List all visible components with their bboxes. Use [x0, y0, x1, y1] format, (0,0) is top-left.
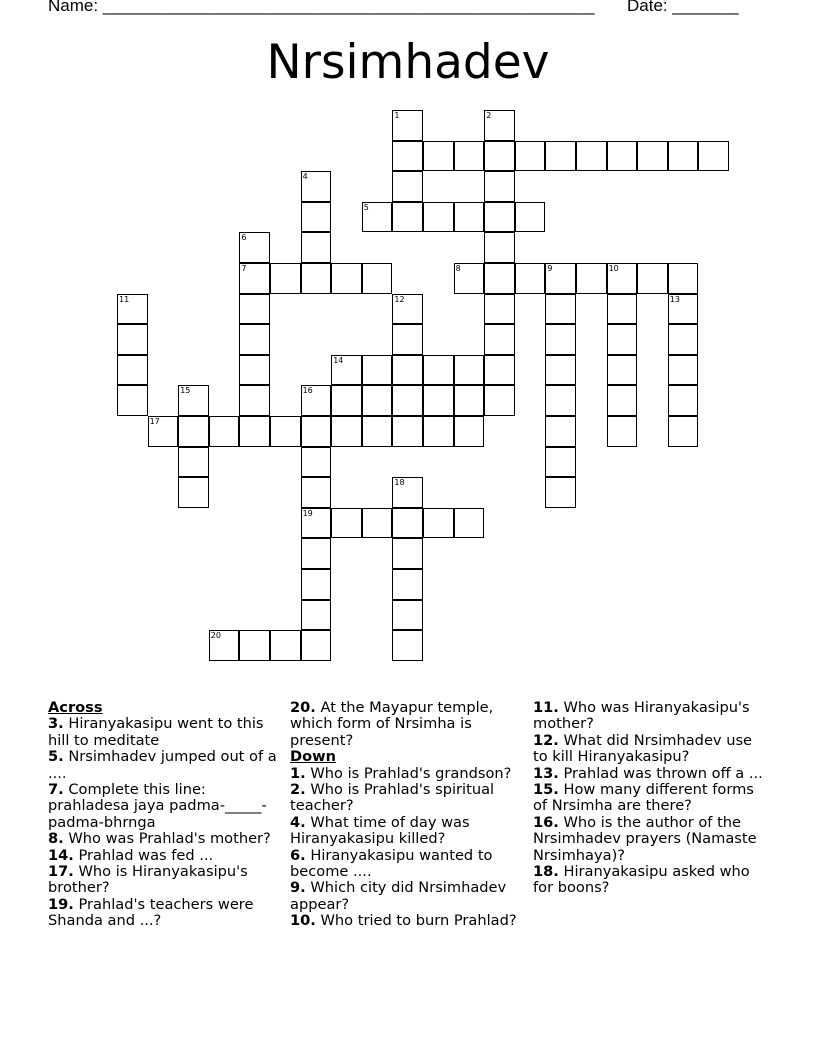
grid-cell[interactable]: [362, 202, 393, 233]
grid-cell[interactable]: [545, 355, 576, 386]
clue-down-13: 13. Prahlad was thrown off a ...: [533, 764, 763, 782]
clues-column-3: [533, 700, 768, 897]
grid-cell[interactable]: [484, 294, 515, 325]
clues-column-1: [48, 700, 280, 930]
grid-cell[interactable]: [545, 324, 576, 355]
grid-cell[interactable]: [454, 416, 485, 447]
grid-cell[interactable]: [239, 232, 270, 263]
clue-down-10: 10. Who tried to burn Prahlad?: [290, 912, 517, 930]
grid-cell[interactable]: [392, 171, 423, 202]
grid-cell[interactable]: [484, 355, 515, 386]
grid-cell[interactable]: [331, 355, 362, 386]
cell-number: 15: [180, 386, 191, 396]
grid-cell[interactable]: [484, 232, 515, 263]
cell-number: 13: [669, 294, 680, 304]
grid-cell[interactable]: [392, 324, 423, 355]
grid-cell[interactable]: [607, 263, 638, 294]
grid-cell[interactable]: [484, 263, 515, 294]
grid-cell[interactable]: [668, 294, 699, 325]
grid-cell[interactable]: [209, 416, 240, 447]
grid-cell[interactable]: [392, 110, 423, 141]
grid-cell[interactable]: [607, 385, 638, 416]
grid-cell[interactable]: [392, 202, 423, 233]
clue-down-11: 11. Who was Hiranyakasipu's mother?: [533, 699, 750, 733]
grid-cell[interactable]: [392, 630, 423, 661]
grid-cell[interactable]: [239, 630, 270, 661]
grid-cell[interactable]: [301, 630, 332, 661]
grid-cell[interactable]: [301, 600, 332, 631]
grid-cell[interactable]: [301, 416, 332, 447]
grid-cell[interactable]: [668, 416, 699, 447]
grid-cell[interactable]: [392, 508, 423, 539]
grid-cell[interactable]: [607, 416, 638, 447]
grid-cell[interactable]: [117, 294, 148, 325]
grid-cell[interactable]: [545, 141, 576, 172]
cell-number: 10: [608, 264, 619, 273]
name-line[interactable]: Name: ____________________________________________________: [48, 0, 595, 15]
grid-cell[interactable]: [484, 141, 515, 172]
grid-cell[interactable]: [301, 477, 332, 508]
grid-cell[interactable]: [423, 141, 454, 172]
cell-number: 18: [394, 478, 405, 488]
clue-down-1: 1. Who is Prahlad's grandson?: [290, 764, 512, 782]
grid-cell[interactable]: [545, 294, 576, 325]
grid-cell[interactable]: [392, 477, 423, 508]
grid-cell[interactable]: [362, 508, 393, 539]
clue-across-17: 17. Who is Hiranyakasipu's brother?: [48, 863, 248, 897]
clue-down-15: 15. How many different forms of Nrsimha are there?: [533, 781, 754, 815]
grid-cell[interactable]: [392, 294, 423, 325]
cell-number: 5: [363, 202, 369, 212]
grid-cell[interactable]: [178, 477, 209, 508]
grid-cell[interactable]: [270, 416, 301, 447]
grid-cell[interactable]: [668, 385, 699, 416]
grid-cell[interactable]: [301, 232, 332, 263]
grid-cell[interactable]: [239, 416, 270, 447]
grid-cell[interactable]: [178, 416, 209, 447]
clues-column-2: [290, 700, 520, 930]
grid-cell[interactable]: [637, 263, 668, 294]
grid-cell[interactable]: [270, 630, 301, 661]
grid-cell[interactable]: [301, 538, 332, 569]
grid-cell[interactable]: [423, 508, 454, 539]
grid-cell[interactable]: [668, 324, 699, 355]
grid-cell[interactable]: [392, 538, 423, 569]
grid-cell[interactable]: [545, 263, 576, 294]
grid-cell[interactable]: [117, 355, 148, 386]
grid-cell[interactable]: [117, 324, 148, 355]
grid-cell[interactable]: [362, 385, 393, 416]
grid-cell[interactable]: [331, 416, 362, 447]
grid-cell[interactable]: [576, 263, 607, 294]
grid-cell[interactable]: [484, 110, 515, 141]
grid-cell[interactable]: [545, 385, 576, 416]
grid-cell[interactable]: [515, 141, 546, 172]
grid-cell[interactable]: [331, 263, 362, 294]
grid-cell[interactable]: [362, 263, 393, 294]
clue-across-20: 20. At the Mayapur temple, which form of Nrsimha is present?: [290, 699, 494, 749]
cell-number: 7: [241, 264, 247, 273]
grid-cell[interactable]: [668, 141, 699, 172]
name-date-header: [48, 0, 768, 20]
grid-cell[interactable]: [484, 324, 515, 355]
grid-cell[interactable]: [239, 355, 270, 386]
cell-number: 1: [394, 111, 400, 120]
grid-cell[interactable]: [454, 385, 485, 416]
grid-cell[interactable]: [301, 385, 332, 416]
clue-down-2: 2. Who is Prahlad's spiritual teacher?: [290, 781, 495, 815]
clue-down-9: 9. Which city did Nrsimhadev appear?: [290, 879, 507, 913]
grid-cell[interactable]: [239, 324, 270, 355]
grid-cell[interactable]: [178, 385, 209, 416]
grid-cell[interactable]: [515, 202, 546, 233]
page-title: Nrsimhadev: [266, 35, 550, 90]
clue-down-6: 6. Hiranyakasipu wanted to become ....: [290, 846, 493, 881]
grid-cell[interactable]: [423, 355, 454, 386]
clue-across-7: 7. Complete this line: prahladesa jaya padma-_____-padma-bhrnga: [48, 781, 267, 831]
cell-number: 4: [302, 172, 308, 182]
grid-cell[interactable]: [239, 385, 270, 416]
grid-cell[interactable]: [331, 508, 362, 539]
grid-cell[interactable]: [178, 447, 209, 478]
down-heading: Down: [290, 748, 337, 766]
grid-cell[interactable]: [454, 141, 485, 172]
grid-cell[interactable]: [484, 171, 515, 202]
grid-cell[interactable]: [607, 141, 638, 172]
date-line[interactable]: Date: _______: [627, 0, 739, 15]
clue-down-12: 12. What did Nrsimhadev use to kill Hiranyakasipu?: [533, 731, 753, 766]
grid-cell[interactable]: [515, 263, 546, 294]
grid-cell[interactable]: [454, 263, 485, 294]
grid-cell[interactable]: [331, 385, 362, 416]
grid-cell[interactable]: [362, 355, 393, 386]
grid-cell[interactable]: [392, 416, 423, 447]
cell-number: 19: [302, 508, 313, 518]
grid-cell[interactable]: [484, 202, 515, 233]
grid-cell[interactable]: [301, 508, 332, 539]
grid-cell[interactable]: [637, 141, 668, 172]
grid-cell[interactable]: [607, 355, 638, 386]
grid-cell[interactable]: [239, 263, 270, 294]
clue-down-18: 18. Hiranyakasipu asked who for boons?: [533, 863, 750, 897]
cell-number: 14: [333, 355, 344, 365]
grid-cell[interactable]: [545, 447, 576, 478]
grid-cell[interactable]: [301, 263, 332, 294]
cell-number: 16: [302, 386, 313, 396]
grid-cell[interactable]: [423, 416, 454, 447]
grid-cell[interactable]: [239, 294, 270, 325]
grid-cell[interactable]: [392, 600, 423, 631]
grid-cell[interactable]: [270, 263, 301, 294]
across-heading: Across: [48, 699, 103, 716]
clue-across-3: 3. Hiranyakasipu went to this hill to meditate: [48, 715, 264, 749]
cell-number: 17: [149, 417, 160, 426]
grid-cell[interactable]: [423, 385, 454, 416]
grid-cell[interactable]: [392, 385, 423, 416]
grid-cell[interactable]: [392, 141, 423, 172]
grid-cell[interactable]: [392, 569, 423, 600]
grid-cell[interactable]: [301, 202, 332, 233]
clue-across-8: 8. Who was Prahlad's mother?: [48, 830, 271, 848]
grid-cell[interactable]: [392, 355, 423, 386]
clue-down-16: 16. Who is the author of the Nrsimhadev prayers (Namaste Nrsimhaya)?: [533, 813, 757, 864]
grid-cell[interactable]: [454, 508, 485, 539]
cell-number: 12: [394, 294, 405, 304]
cell-number: 11: [119, 294, 130, 304]
cell-number: 9: [547, 264, 553, 273]
grid-cell[interactable]: [668, 355, 699, 386]
cell-number: 20: [210, 631, 221, 641]
grid-cell[interactable]: [423, 202, 454, 233]
grid-cell[interactable]: [301, 171, 332, 202]
grid-cell[interactable]: [209, 630, 240, 661]
grid-cell[interactable]: [545, 477, 576, 508]
clue-across-5: 5. Nrsimhadev jumped out of a ....: [48, 748, 277, 782]
grid-cell[interactable]: [484, 385, 515, 416]
clue-across-14: 14. Prahlad was fed ...: [48, 846, 214, 864]
grid-cell[interactable]: [454, 355, 485, 386]
cell-number: 6: [241, 233, 247, 243]
grid-cell[interactable]: [668, 263, 699, 294]
grid-cell[interactable]: [301, 447, 332, 478]
clue-down-4: 4. What time of day was Hiranyakasipu killed?: [290, 813, 470, 848]
grid-cell[interactable]: [454, 202, 485, 233]
grid-cell[interactable]: [576, 141, 607, 172]
grid-cell[interactable]: [301, 569, 332, 600]
cell-number: 2: [486, 111, 492, 120]
grid-cell[interactable]: [698, 141, 729, 172]
clue-across-19: 19. Prahlad's teachers were Shanda and ...?: [48, 895, 254, 930]
grid-cell[interactable]: [607, 324, 638, 355]
grid-cell[interactable]: [362, 416, 393, 447]
grid-cell[interactable]: [117, 385, 148, 416]
grid-cell[interactable]: [148, 416, 179, 447]
cell-number: 8: [455, 264, 461, 273]
grid-cell[interactable]: [545, 416, 576, 447]
grid-cell[interactable]: [607, 294, 638, 325]
